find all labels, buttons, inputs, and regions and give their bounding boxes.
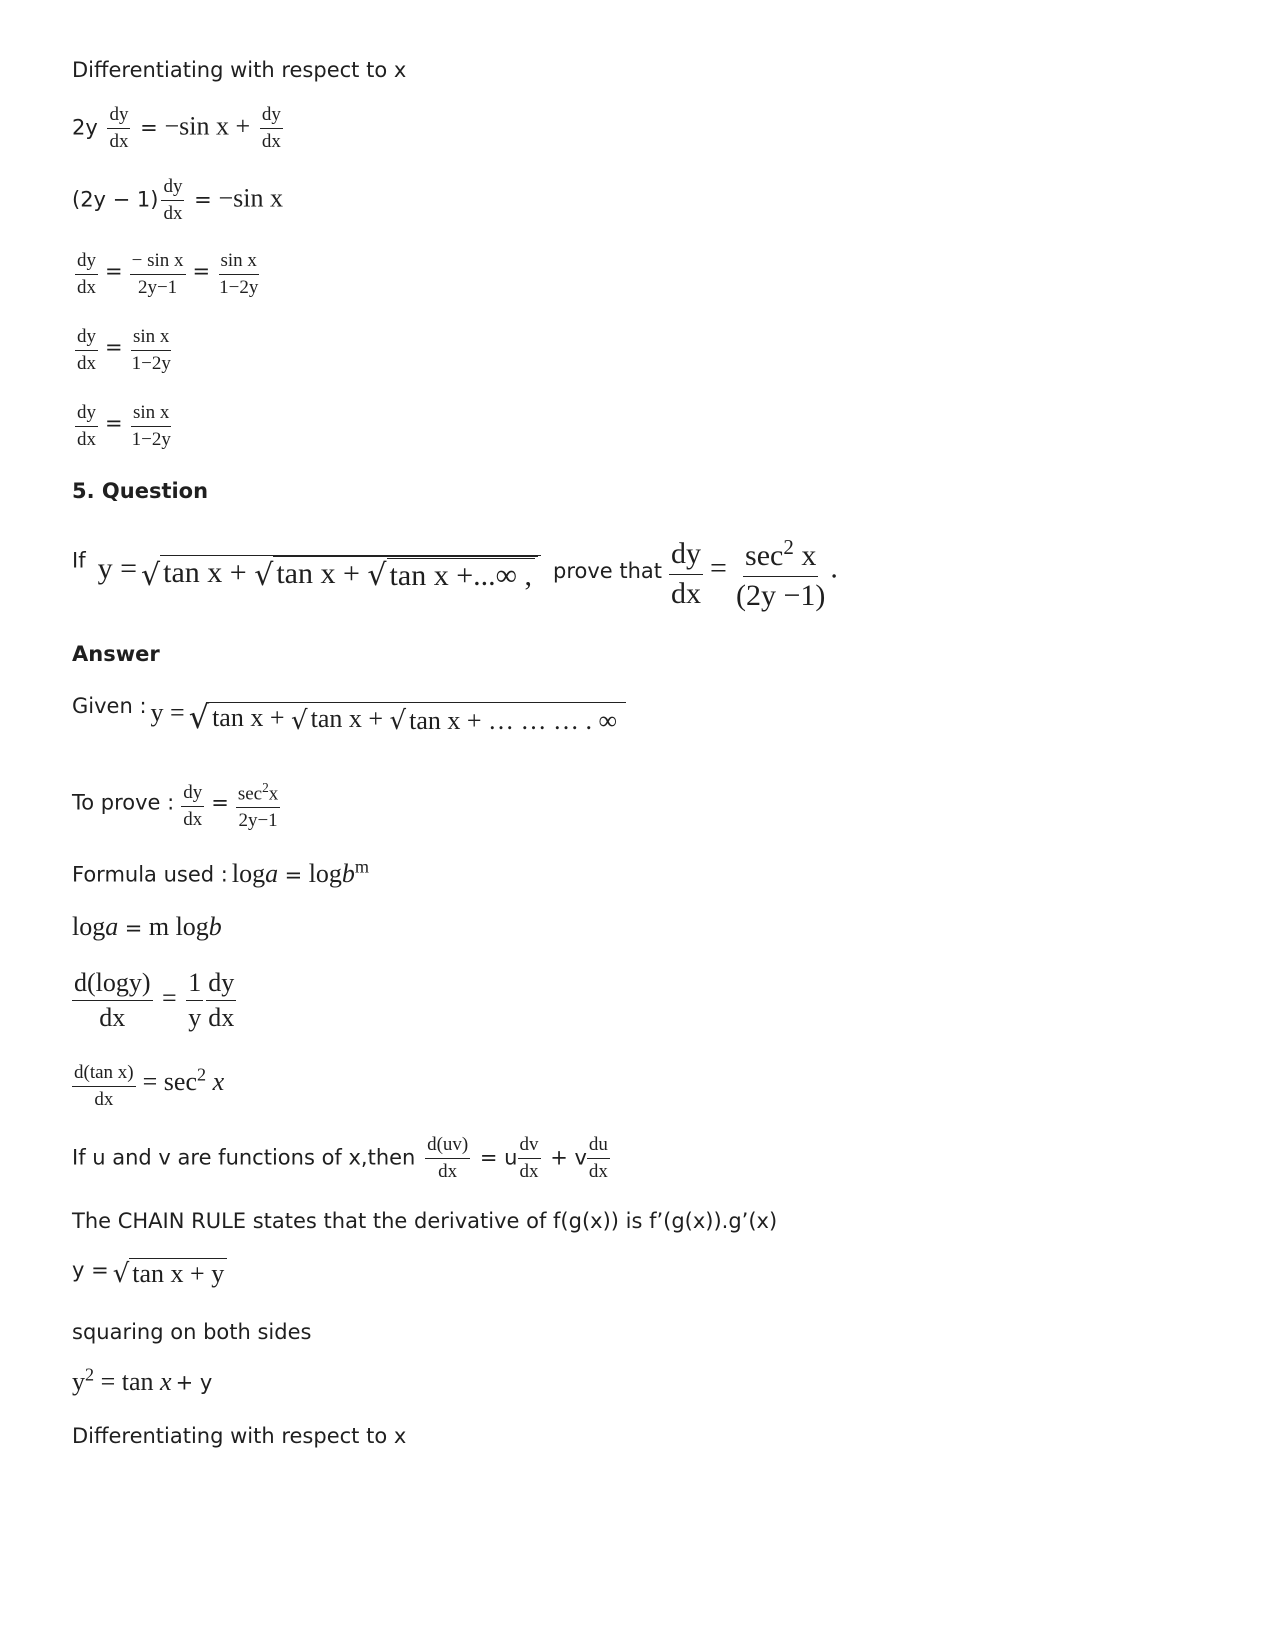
to-prove-statement: To prove : $\frac{dy}{dx}$ = $\frac{\sec^2x}{2y-1}$ [72,780,279,832]
product-rule: If u and v are functions of x,then $\frac{d(uv)}{dx}$ = u $\frac{dv}{dx}$ + v $\frac{du}{dx}$ [72,1134,608,1182]
eq1-frac: $\frac{dy}{dx}$ [109,104,129,152]
eq2-frac: $\frac{dy}{dx}$ [163,176,183,224]
eq1-coef: 2y [72,115,98,140]
equation-1: 2y $\frac{dy}{dx}$ = −sin x + $\frac{dy}{dx}$ [72,104,281,152]
question-statement: If y = √ tan x + √ tan x + √ tan x +...∞ , prove that $\frac{dy}{dx}$ = $\frac{\sec^2 x}{(2y -1)}$ . [72,535,838,612]
equation-y-sqrt: y = √ tan x + y [72,1258,227,1289]
equation-2: (2y − 1) $\frac{dy}{dx}$ = −sin x [72,176,283,224]
formula-log-derivative: $\frac{d(\log y)}{dx}$ = $\frac{1}{y}$ $\frac{dy}{dx}$ [74,968,235,1032]
formula-log-power: loga = m logb [72,912,222,941]
text-squaring: squaring on both sides [72,1320,312,1344]
answer-title: Answer [72,642,160,666]
given-statement: Given : y = √ tan x + √ tan x + √ tan x + … … … . ∞ [72,694,626,736]
question-outer-radical: √ tan x + √ tan x + √ tan x +...∞ , [141,555,541,594]
given-radical: √ tan x + √ tan x + √ tan x + … … … . ∞ [189,698,626,736]
question-title: 5. Question [72,479,209,503]
formula-used: Formula used : loga = logb$^m$ [72,856,370,888]
eq1-frac-2: $\frac{dy}{dx}$ [261,104,281,152]
equation-5: $\frac{dy}{dx}$ = $\frac{\text{sin x}}{1-2y}$ [77,402,171,450]
chain-rule-text: The CHAIN RULE states that the derivative of f(g(x)) is f’(g(x)).g’(x) [72,1209,778,1233]
equation-3: $\frac{dy}{dx}$ = $\frac{\text{− sin x}}{2y-1}$ = $\frac{\text{sin x}}{1-2y}$ [77,250,259,298]
equation-4: $\frac{dy}{dx}$ = $\frac{\text{sin x}}{1-2y}$ [77,326,171,374]
text-differentiating-2: Differentiating with respect to x [72,1424,407,1448]
text-differentiating: Differentiating with respect to x [72,58,407,82]
formula-tan-derivative: $\frac{\text{d(tan x)}}{dx}$ = $\sec^2 x$ [74,1062,225,1110]
equation-y-squared: $y^2 = \tan x + y$ [72,1364,213,1396]
